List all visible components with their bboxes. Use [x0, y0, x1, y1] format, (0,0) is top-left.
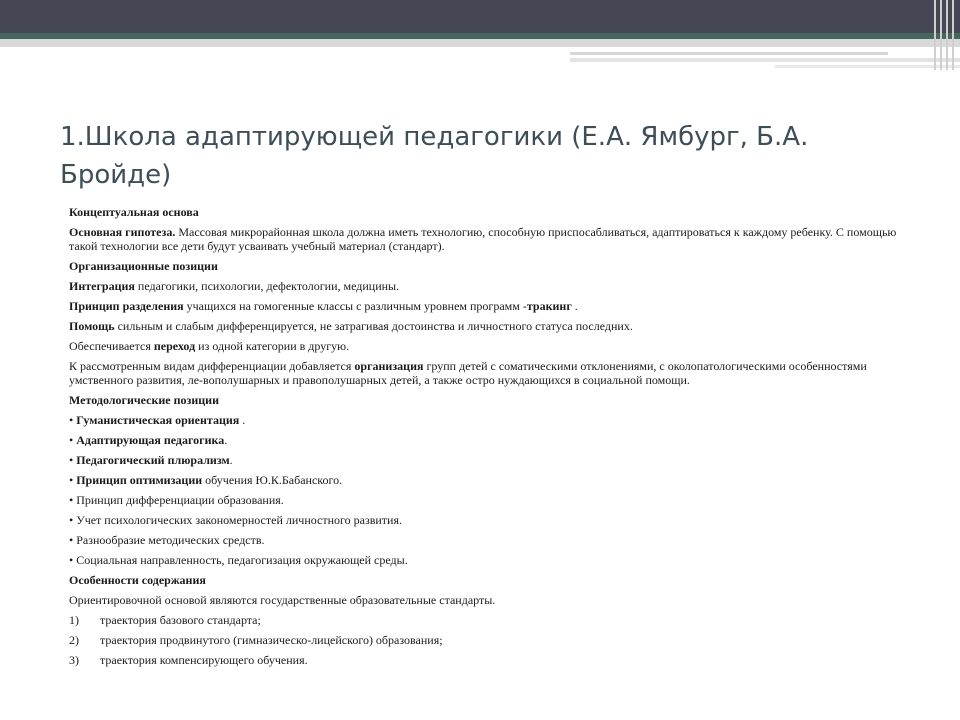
- item-text: Учет психологических закономерностей личностного развития.: [76, 513, 402, 527]
- list-item: [69, 433, 909, 447]
- list-item: [69, 453, 909, 467]
- item-text: .: [224, 433, 228, 447]
- item-text: траектория продвинутого (гимназическо-лицейского) образования;: [100, 633, 443, 647]
- list-item: [69, 553, 909, 567]
- paragraph: Принцип разделения учащихся на гомогенные классы с различным уровнем программ -тракинг .: [69, 299, 578, 313]
- item-text: .: [229, 453, 233, 467]
- slide-content: [69, 205, 909, 673]
- bullet: •: [69, 473, 74, 487]
- trajectory-list: [69, 613, 909, 667]
- list-item: [69, 513, 909, 527]
- bullet: •: [69, 533, 74, 547]
- item-bold: Педагогический плюрализм: [76, 453, 230, 467]
- bullet: •: [69, 453, 74, 467]
- paragraph: Основная гипотеза. Массовая микрорайонная школа должна иметь технологию, способную приспосабливаться, адаптироваться к каждому ребенку. С помощью такой технологии все дети будут усваивать учебный материал (стандарт).: [69, 225, 897, 253]
- item-text: Социальная направленность, педагогизация окружающей среды.: [76, 553, 408, 567]
- bullet: •: [69, 553, 74, 567]
- section-heading: Методологические позиции: [69, 393, 220, 407]
- item-number: 3): [69, 653, 79, 667]
- item-number: 1): [69, 613, 79, 627]
- list-item: [69, 613, 909, 627]
- decor-vertical-lines: [930, 0, 960, 70]
- item-text: обучения Ю.К.Бабанского.: [202, 473, 343, 487]
- bullet: •: [69, 413, 74, 427]
- slide-title: 1.Школа адаптирующей педагогики (Е.А. Ямбург, Б.А. Бройде): [60, 122, 809, 190]
- decor-stripe: [570, 58, 960, 62]
- list-item: [69, 533, 909, 547]
- item-text: Принцип дифференциации образования.: [76, 493, 284, 507]
- decor-stripe: [570, 52, 888, 55]
- list-item: [69, 473, 909, 487]
- bullet: •: [69, 433, 74, 447]
- item-text: траектория компенсирующего обучения.: [100, 653, 308, 667]
- item-number: 2): [69, 633, 79, 647]
- item-text: Разнообразие методических средств.: [76, 533, 265, 547]
- list-item: [69, 653, 909, 667]
- section-heading: Концептуальная основа: [69, 205, 199, 219]
- item-bold: Адаптирующая педагогика: [76, 433, 225, 447]
- method-list: [69, 413, 909, 567]
- section-heading: Организационные позиции: [69, 259, 218, 273]
- header-gray-bar: [0, 39, 960, 47]
- item-bold: Гуманистическая ориентация: [76, 413, 240, 427]
- paragraph: Ориентировочной основой являются государственные образовательные стандарты.: [69, 593, 496, 607]
- paragraph: Обеспечивается переход из одной категории в другую.: [69, 339, 350, 353]
- bullet: •: [69, 513, 74, 527]
- list-item: [69, 413, 909, 427]
- header-band: [0, 0, 960, 33]
- list-item: [69, 493, 909, 507]
- item-text: .: [239, 413, 246, 427]
- list-item: [69, 633, 909, 647]
- item-bold: Принцип оптимизации: [76, 473, 203, 487]
- bullet: •: [69, 493, 74, 507]
- section-heading: Особенности содержания: [69, 573, 206, 587]
- paragraph: Помощь сильным и слабым дифференцируется, не затрагивая достоинства и личностного статуса последних.: [69, 319, 633, 333]
- item-text: траектория базового стандарта;: [100, 613, 261, 627]
- paragraph: К рассмотренным видам дифференциации добавляется организация групп детей с соматическими отклонениями, с околопатологическими особенностями умственного развития, ле-вополушарных и правополушарных детей, а также остро нуждающихся в социальной помощи.: [69, 359, 867, 387]
- paragraph: Интеграция педагогики, психологии, дефектологии, медицины.: [69, 279, 400, 293]
